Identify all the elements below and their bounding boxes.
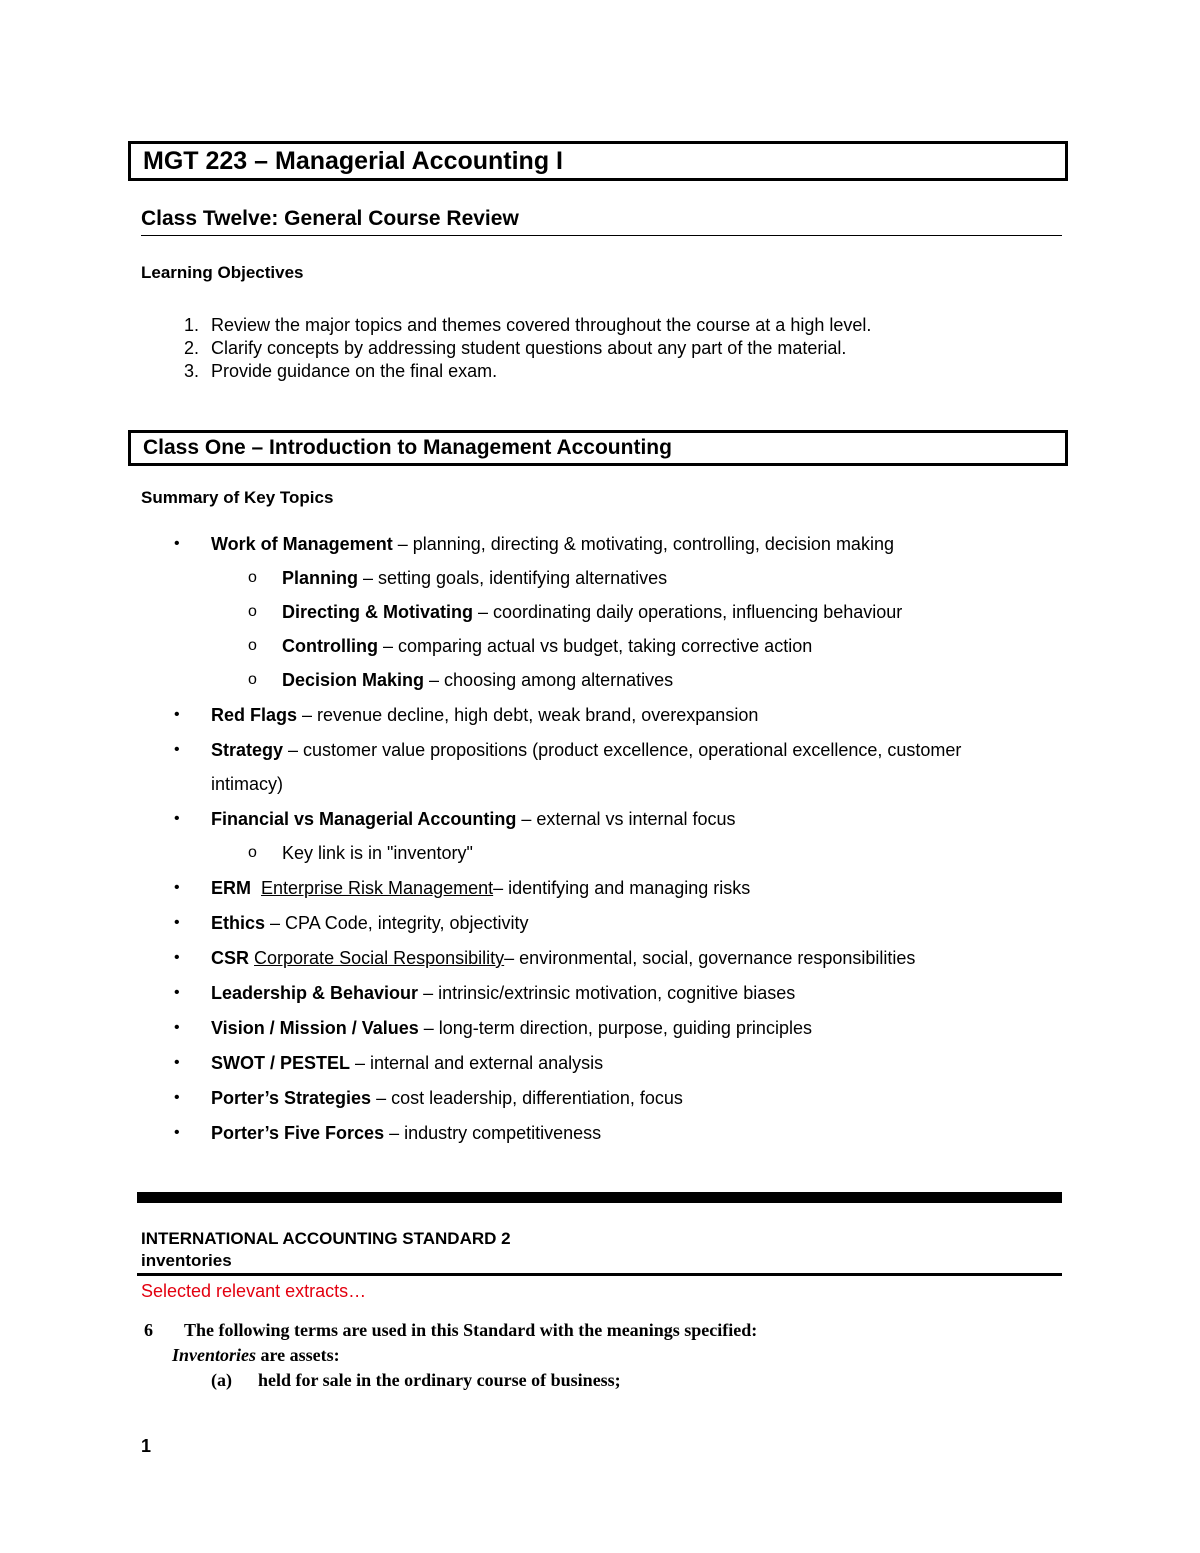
topic-link[interactable]: Corporate Social Responsibility: [254, 948, 505, 968]
bullet-icon: •: [174, 949, 180, 966]
course-title: MGT 223 – Managerial Accounting I: [128, 141, 1068, 181]
bullet-icon: •: [174, 810, 180, 827]
item-text: held for sale in the ordinary course of business;: [258, 1370, 621, 1390]
topic-desc: – intrinsic/extrinsic motivation, cognitive biases: [418, 983, 796, 1003]
bullet-icon: •: [174, 1054, 180, 1071]
definition-term: Inventories: [172, 1345, 257, 1365]
paragraph-text: The following terms are used in this Standard with the meanings specified:: [184, 1320, 758, 1340]
topic-desc: – choosing among alternatives: [424, 670, 674, 690]
topic-desc: Key link is in "inventory": [282, 843, 473, 863]
objective-number: 2.: [183, 338, 199, 358]
topic-desc: – environmental, social, governance responsibilities: [504, 948, 916, 968]
topic-desc: – industry competitiveness: [384, 1123, 602, 1143]
topic-desc: – revenue decline, high debt, weak brand, overexpansion: [297, 705, 759, 725]
ias-title-line1: INTERNATIONAL ACCOUNTING STANDARD 2: [141, 1229, 511, 1248]
topic-desc: – identifying and managing risks: [493, 878, 751, 898]
sub-bullet-icon: o: [248, 671, 257, 688]
sub-bullet-icon: o: [248, 844, 257, 861]
topic-desc: – customer value propositions (product excellence, operational excellence, customer: [283, 740, 962, 760]
topic-term: Red Flags: [211, 705, 298, 725]
class-one-heading: Class One – Introduction to Management Accounting: [128, 430, 1068, 466]
topic-desc: – internal and external analysis: [350, 1053, 604, 1073]
topic-term: Ethics: [211, 913, 266, 933]
topic-desc: – external vs internal focus: [516, 809, 736, 829]
extract-note: Selected relevant extracts…: [141, 1281, 367, 1301]
learning-objectives-heading: Learning Objectives: [141, 263, 304, 282]
ias-divider: [137, 1273, 1062, 1276]
topic-term: Porter’s Five Forces: [211, 1123, 385, 1143]
topic-desc: – cost leadership, differentiation, focus: [371, 1088, 683, 1108]
bullet-icon: •: [174, 535, 180, 552]
topic-link[interactable]: Enterprise Risk Management: [261, 878, 494, 898]
sub-bullet-icon: o: [248, 603, 257, 620]
topic-term: Vision / Mission / Values: [211, 1018, 419, 1038]
topic-term: Work of Management: [211, 534, 393, 554]
sub-bullet-icon: o: [248, 569, 257, 586]
topic-desc: – setting goals, identifying alternatives: [358, 568, 668, 588]
topic-desc-continued: intimacy): [211, 774, 284, 794]
ias-title: [141, 1228, 511, 1272]
topic-desc: – comparing actual vs budget, taking corrective action: [377, 636, 813, 656]
objective-item: [141, 337, 846, 359]
topic-term: Porter’s Strategies: [211, 1088, 372, 1108]
bullet-icon: •: [174, 914, 180, 931]
bullet-icon: •: [174, 984, 180, 1001]
topic-term: Financial vs Managerial Accounting: [211, 809, 517, 829]
bullet-icon: •: [174, 1089, 180, 1106]
topic-desc: – CPA Code, integrity, objectivity: [265, 913, 529, 933]
topic-desc: – planning, directing & motivating, controlling, decision making: [392, 534, 894, 554]
page-number: 1: [141, 1436, 152, 1456]
ias-title-line2: inventories: [141, 1251, 232, 1270]
objective-text: Provide guidance on the final exam.: [211, 361, 498, 381]
summary-label: Summary of Key Topics: [141, 488, 334, 507]
topic-term: CSR: [211, 948, 250, 968]
topic-term: Controlling: [282, 636, 378, 656]
item-label: (a): [211, 1370, 232, 1390]
section-divider: [137, 1192, 1062, 1203]
paragraph-number: 6: [144, 1320, 153, 1340]
topic-term: Planning: [282, 568, 358, 588]
bullet-icon: •: [174, 879, 180, 896]
definition-line: [172, 1345, 340, 1366]
bullet-icon: •: [174, 1019, 180, 1036]
topic-desc: – long-term direction, purpose, guiding principles: [418, 1018, 812, 1038]
bullet-icon: •: [174, 741, 180, 758]
class-heading: Class Twelve: General Course Review: [141, 207, 1062, 236]
objective-number: 1.: [183, 315, 199, 335]
list-item: [141, 733, 1041, 801]
objective-item: [141, 314, 871, 336]
topic-term: Directing & Motivating: [282, 602, 474, 622]
topic-term: Decision Making: [282, 670, 425, 690]
topic-desc: – coordinating daily operations, influencing behaviour: [473, 602, 903, 622]
objective-text: Review the major topics and themes covered throughout the course at a high level.: [211, 315, 872, 335]
objective-text: Clarify concepts by addressing student questions about any part of the material.: [211, 338, 847, 358]
definition-rest: are assets:: [256, 1345, 340, 1365]
topic-term: ERM: [211, 878, 251, 898]
objective-number: 3.: [183, 361, 199, 381]
bullet-icon: •: [174, 1124, 180, 1141]
topic-term: Leadership & Behaviour: [211, 983, 419, 1003]
topic-term: Strategy: [211, 740, 284, 760]
sub-bullet-icon: o: [248, 637, 257, 654]
objective-item: [141, 360, 497, 382]
topic-term: SWOT / PESTEL: [211, 1053, 351, 1073]
bullet-icon: •: [174, 706, 180, 723]
